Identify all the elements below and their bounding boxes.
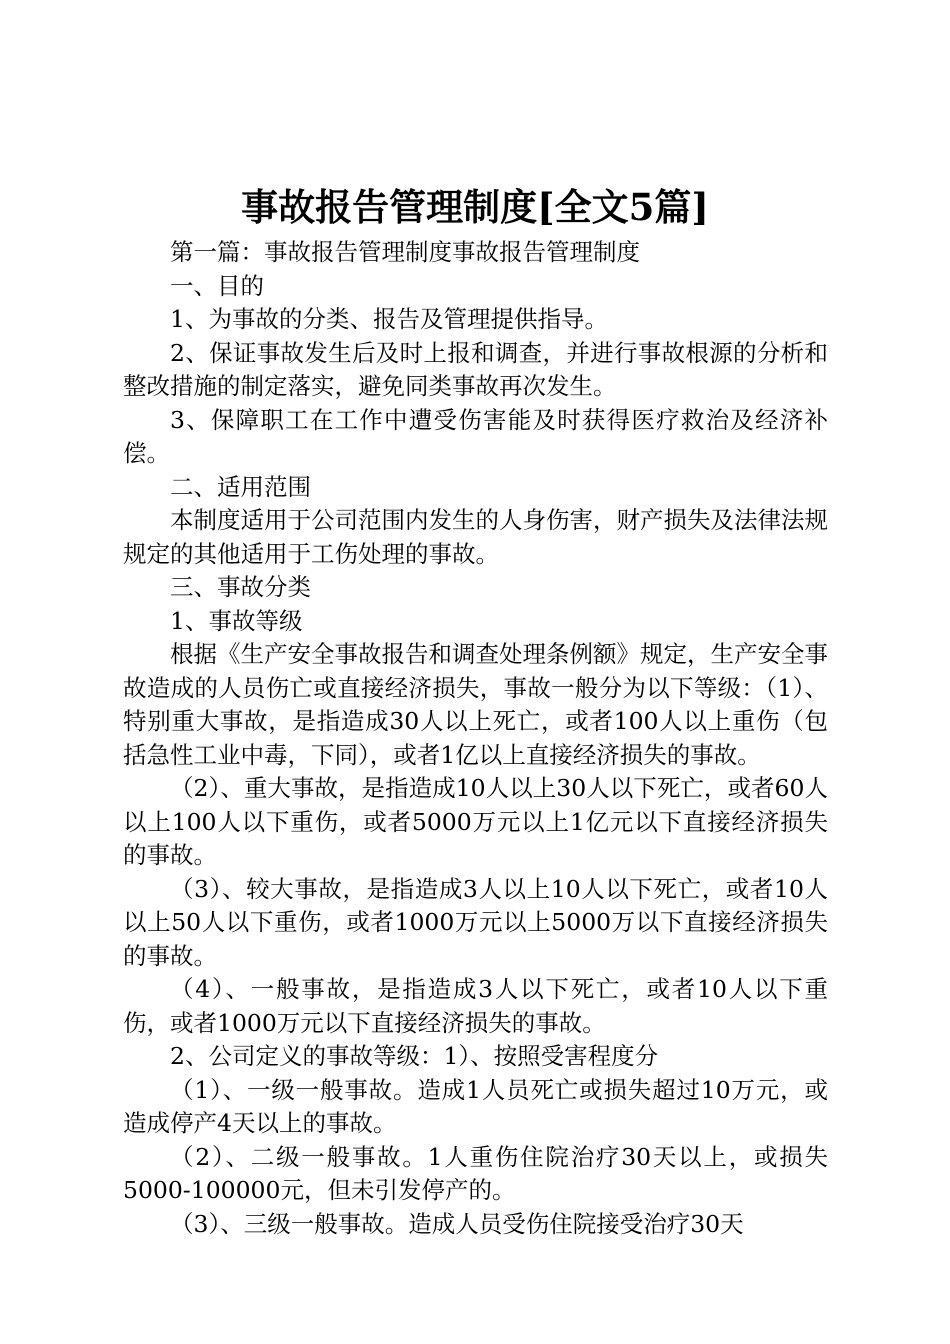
subsection-heading: 1、事故等级	[170, 606, 303, 635]
paragraph: （3）、三级一般事故。造成人员受伤住院接受治疗30天	[170, 1209, 744, 1238]
paragraph: 3、保障职工在工作中遭受伤害能及时获得医疗救治及经济补偿。	[123, 405, 828, 467]
paragraph: 2、保证事故发生后及时上报和调查，并进行事故根源的分析和整改措施的制定落实，避免同类事故再次发生。	[123, 338, 828, 400]
paragraph: 本制度适用于公司范围内发生的人身伤害，财产损失及法律法规规定的其他适用于工伤处理的事故。	[123, 506, 828, 568]
paragraph: 第一篇：事故报告管理制度事故报告管理制度	[170, 238, 640, 266]
document-title: 事故报告管理制度[全文5篇]	[241, 185, 709, 229]
document-body	[123, 236, 828, 1241]
paragraph: （2）、二级一般事故。1人重伤住院治疗30天以上，或损失5000-100000元，但未引发停产的。	[123, 1142, 828, 1204]
section-heading: 三、事故分类	[170, 573, 311, 601]
paragraph: 2、公司定义的事故等级：1）、按照受害程度分	[170, 1042, 659, 1070]
section-heading: 二、适用范围	[170, 472, 311, 501]
paragraph: （3）、较大事故，是指造成3人以上10人以下死亡，或者10人以上50人以下重伤，或者1000万元以上5000万以下直接经济损失的事故。	[123, 874, 828, 970]
paragraph: （1）、一级一般事故。造成1人员死亡或损失超过10万元，或造成停产4天以上的事故。	[123, 1075, 828, 1137]
paragraph: （2）、重大事故，是指造成10人以上30人以下死亡，或者60人以上100人以下重伤，或者5000万元以上1亿元以下直接经济损失的事故。	[123, 774, 828, 869]
paragraph: 根据《生产安全事故报告和调查处理条例额》规定，生产安全事故造成的人员伤亡或直接经济损失，事故一般分为以下等级：（1）、特别重大事故，是指造成30人以上死亡，或者100人以上重伤（包括急性工业中毒，下同），或者1亿以上直接经济损失的事故。	[123, 640, 828, 769]
paragraph: 1、为事故的分类、报告及管理提供指导。	[170, 305, 608, 333]
section-heading: 一、目的	[170, 271, 264, 300]
paragraph: （4）、一般事故，是指造成3人以下死亡，或者10人以下重伤，或者1000万元以下直接经济损失的事故。	[123, 975, 828, 1037]
